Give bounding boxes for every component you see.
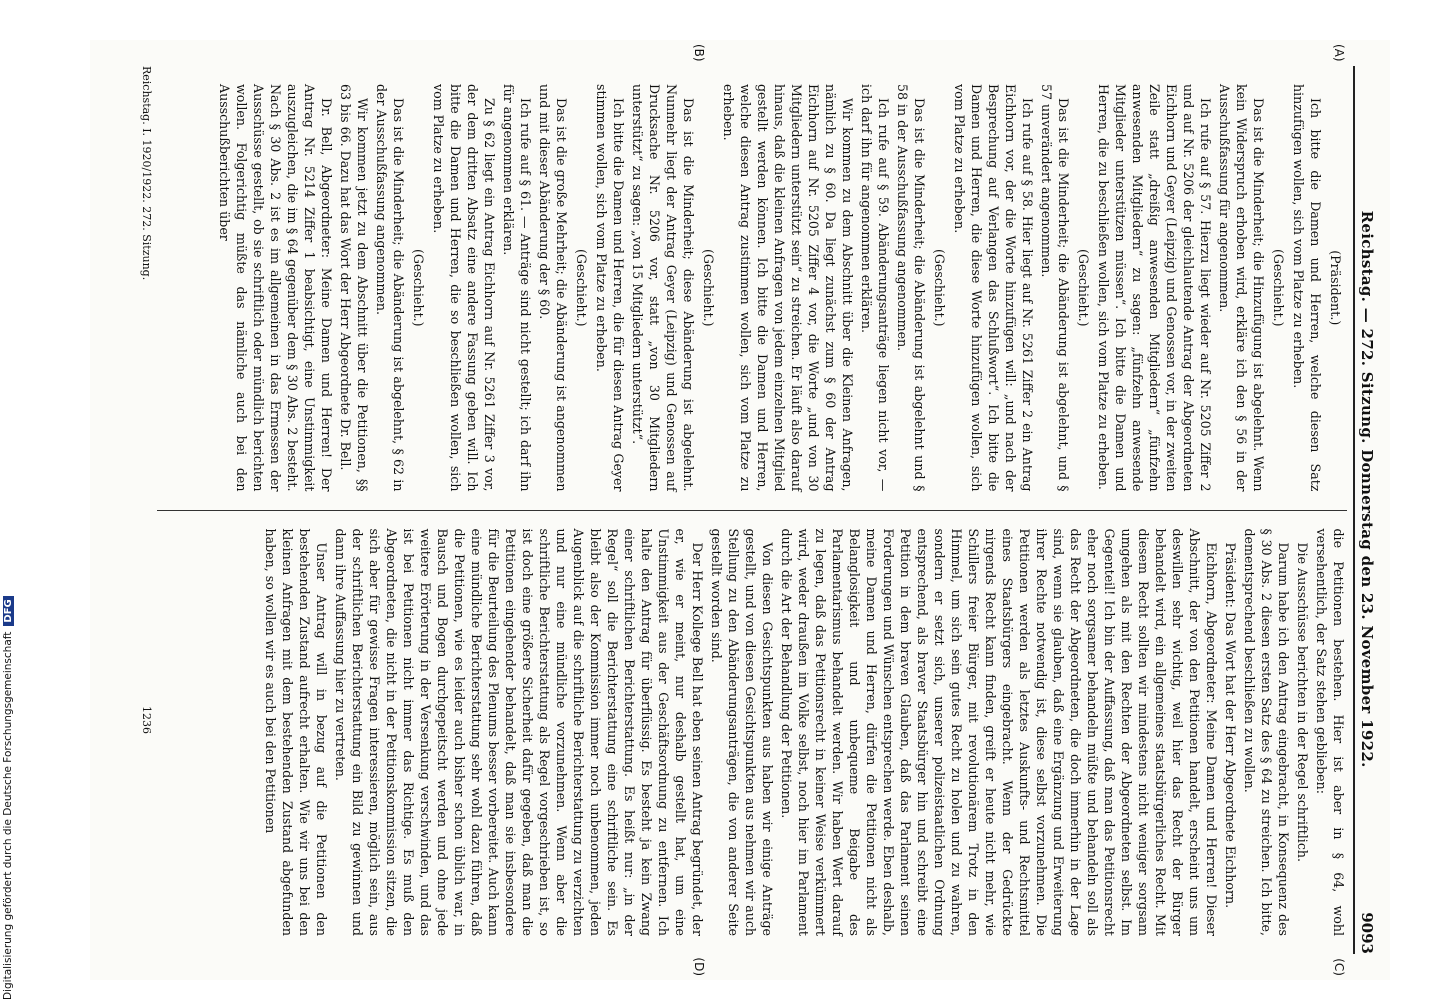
- footer-signature: Reichstag. I. 1920/1922. 272. Sitzung.: [140, 66, 153, 281]
- paragraph: Ich rufe auf § 58. Hier liegt auf Nr. 5261 Ziffer 2 ein Antrag Eichhorn vor, der die Worte hinzufügen will: „und nach der Besprechung auf Verlangen das Schlußwort“. Ich bitte die Damen und Herren, die diese Worte hinzufügen wollen, sich vom Platze zu erheben.: [952, 84, 1035, 492]
- stage-direction: (Geschieht.): [1076, 248, 1091, 327]
- stage-direction: (Geschieht.): [411, 248, 426, 327]
- paragraph: Unser Antrag will in bezug auf die Petitionen den bestehenden Zustand aufrecht erhalten. Wie wir uns bei den kleinen Anfragen mit dem bestehenden Zustand abgefunden haben, so wollen wir es auch bei den Petitionen: [263, 528, 329, 936]
- stage-direction: (Präsident.): [1328, 250, 1343, 326]
- page-number: 9093: [1358, 912, 1376, 954]
- digitization-credit: [2, 0, 14, 1000]
- page-header: [1353, 66, 1376, 954]
- right-column: [157, 510, 1347, 976]
- scanned-page: [90, 40, 1390, 980]
- paragraph: Das ist die Minderheit; die Abänderung ist abgelehnt und § 58 in der Ausschußfassung angenommen.: [895, 84, 927, 492]
- paragraph: Ich rufe auf § 59. Abänderungsanträge liegen nicht vor, — ich darf ihn für angenommen erklären.: [859, 84, 891, 492]
- paragraph: Dr. Bell, Abgeordneter: Meine Damen und Herren! Der Antrag Nr. 5214 Ziffer 1 beabsichtigt, eine Unstimmigkeit auszugleichen, die im § 64 gegenüber dem § 30 Abs. 2 besteht. Nach § 30 Abs. 2 ist es im allgemeinen in das Ermessen der Ausschüsse gestellt, ob sie schriftlich oder mündlich berichten wollen. Folgerichtig müßte das nämliche auch bei den Ausschußberichten über: [217, 84, 334, 492]
- paragraph: Darum habe ich den Antrag eingebracht, in Konsequenz des § 30 Abs. 2 diesen ersten Satz des § 64 zu streichen. Ich bitte, dementsprechend beschließen zu wollen.: [1242, 528, 1291, 936]
- paragraph: Das ist die große Mehrheit; die Abänderung ist angenommen und mit dieser Abänderung der § 60.: [537, 84, 569, 492]
- paragraph: Der Herr Kollege Bell hat eben seinen Antrag begründet, der er, wie er meint, nur deshalb gestellt hat, um eine Unstimmigkeit aus der Geschäftsordnung zu entfernen. Ich halte den Antrag für überflüssig. Es besteht ja kein Zwang einer schriftlichen Berichterstattung. Es heißt nur: „in der Regel“ soll die Berichterstattung eine schriftliche sein. Es bleibt also der Kommission immer noch unbenommen, jeden Augenblick auf die schriftliche Berichterstattung zu verzichten und nur eine mündliche vorzunehmen. Wenn aber die schriftliche Berichterstattung als Regel vorgeschrieben ist, so ist doch eine größere Sicherheit dafür gegeben, daß man die Petitionen eingehender behandelt, daß man sie insbesondere für die Beurteilung des Plenums besser vorbereitet. Auch kann eine mündliche Berichterstattung sehr wohl dazu führen, daß die Petitionen, wie es leider auch bisher schon üblich war, in Bausch und Bogen durchgepeitscht werden und ohne jede weitere Erörterung in der Versenkung verschwinden, und das ist bei Petitionen nicht immer das Richtige. Es muß den Abgeordneten, die nicht in der Petitionskommission sitzen, die sich aber für gewisse Fragen interessieren, möglich sein, aus der schriftlichen Berichterstattung ein Bild zu gewinnen und dann ihre Auffassung hier zu vertreten.: [333, 528, 705, 936]
- page-footer: [140, 66, 153, 954]
- stage-direction: (Geschieht.): [932, 248, 947, 327]
- paragraph: Von diesen Gesichtspunkten aus haben wir einige Anträge gestellt, und von diesen Gesichtspunkten aus nehmen wir auch Stellung zu den Abänderungsanträgen, die von anderer Seite gestellt worden sind.: [709, 528, 775, 936]
- paragraph: Das ist die Minderheit; die Abänderung ist abgelehnt, § 62 in der Ausschußfassung angenommen.: [374, 84, 406, 492]
- paragraph: Wir kommen zu dem Abschnitt über die Kleinen Anfragen, nämlich zu § 60. Da liegt zunächst zum § 60 der Antrag Eichhorn auf Nr. 5205 Ziffer 4 vor, die Worte „und von 30 Mitgliedern unterstützt sein“ zu streichen. Er läuft also darauf hinaus, daß die kleinen Anfragen von jedem einzelnen Mitglied gestellt werden können. Ich bitte die Damen und Herren, welche diesen Antrag zustimmen wollen, sich vom Platze zu erheben.: [721, 84, 855, 492]
- footer-page-number: 1236: [140, 706, 153, 734]
- paragraph: Das ist die Minderheit; die Hinzufügung ist abgelehnt. Wenn kein Widerspruch erhoben wird, erkläre ich den § 56 in der Ausschußfassung für angenommen.: [1217, 84, 1266, 492]
- text-columns: [157, 44, 1347, 976]
- page-title: Reichstag. — 272. Sitzung. Donnerstag den 23. November 1922.: [1358, 210, 1376, 768]
- dfg-logo: DFG: [3, 596, 14, 625]
- margin-marker-d: (D): [692, 957, 706, 976]
- paragraph: Ich bitte die Damen und Herren, welche diesen Satz hinzufügen wollen, sich vom Platze zu erheben.: [1291, 84, 1323, 492]
- paragraph: Die Ausschüsse berichten in der Regel schriftlich.: [1295, 542, 1310, 863]
- paragraph: Präsident: Das Wort hat der Herr Abgeordnete Eichhorn.: [1223, 542, 1238, 909]
- paragraph: Ich rufe auf § 61. — Anträge sind nicht gestellt; ich darf ihn für angenommen erklären.: [501, 84, 533, 492]
- margin-marker-c: (C): [1332, 958, 1346, 976]
- paragraph: Das ist die Minderheit; diese Abänderung ist abgelehnt. Nunmehr liegt der Antrag Geyer (Leipzig) und Genossen auf Drucksache Nr. 5206 vor, statt „von 30 Mitgliedern unterstützt“ zu sagen: „von 15 Mitgliedern unterstützt“.: [630, 84, 696, 492]
- stage-direction: (Geschieht.): [701, 248, 716, 327]
- stage-direction: (Geschieht.): [574, 248, 589, 327]
- margin-marker-a: (A): [1332, 44, 1346, 62]
- paragraph: Ich bitte die Damen und Herren, die für diesen Antrag Geyer stimmen wollen, sich vom Platze zu erheben.: [594, 84, 626, 492]
- paragraph: Wir kommen jetzt zu dem Abschnitt über die Petitionen, §§ 63 bis 66. Dazu hat das Wort der Herr Abgeordnete Dr. Bell.: [338, 84, 370, 492]
- paragraph: Ich rufe auf § 57. Hierzu liegt wieder auf Nr. 5205 Ziffer 2 und auf Nr. 5206 der gleichlautende Antrag der Abgeordneten Eichhorn und Geyer (Leipzig) und Genossen vor, in der zweiten Zeile statt „dreißig anwesenden Mitgliedern“ „fünfzehn anwesenden Mitgliedern“ zu sagen: „fünfzehn anwesende Mitglieder unterstützen müssen“. Ich bitte die Damen und Herren, die zu beschließen wollen, sich vom Platze zu erheben.: [1096, 84, 1213, 492]
- credit-text: Digitalisierung gefördert durch die Deutsche Forschungsgemeinschaft: [2, 631, 14, 1000]
- stage-direction: (Geschieht.): [1271, 248, 1286, 327]
- paragraph: Eichhorn, Abgeordneter: Meine Damen und Herren! Dieser Abschnitt, der von den Petitionen handelt, erscheint uns um deswillen sehr wichtig, weil hier das Recht der Bürger behandelt wird, ein allgemeines staatsbürgerliches Recht. Mit diesem Recht sollten wir mindestens nicht weniger sorgsam umgehen als mit den Rechten der Abgeordneten selbst. Im Gegenteil! Ich bin der Auffassung, daß man das Petitionsrecht eher noch sorgsamer behandeln müßte und behandeln soll als das Recht der Abgeordneten, die doch immerhin in der Lage sind, wenn sie glauben, daß eine Ergänzung und Erweiterung ihrer Rechte notwendig ist, diese selbst vorzunehmen. Die Petitionen werden als letztes Auskunfts- und Rechtsmittel eines Staatsbürgers eingebracht. Wenn der Gedrückte nirgends Recht kann finden, greift er heute nicht mehr, wie Schillers freier Bürger, mit revolutionärem Trotz in den Himmel, um sich sein gutes Recht zu holen und zu wahren, sondern er setzt sich, unserer polizeistaatlichen Ordnung entsprechend, als braver Staatsbürger hin und schreibt eine Petition in dem braven Glauben, daß das Parlament seinen Forderungen und Wünschen entsprechen werde. Eben deshalb, meine Damen und Herren, dürfen die Petitionen nicht als Belanglosigkeit und unbequeme Beigabe des Parlamentarismus behandelt werden. Wir haben Wert darauf zu legen, daß das Petitionsrecht in keiner Weise verkümmert wird, weder draußen im Volke selbst, noch hier im Parlament durch die Art der Behandlung der Petitionen.: [779, 528, 1219, 936]
- paragraph: Zu § 62 liegt ein Antrag Eichhorn auf Nr. 5261 Ziffer 3 vor, der dem dritten Absatz eine andere Fassung geben will. Ich bitte die Damen und Herren, die so beschließen wollen, sich vom Platze zu erheben.: [431, 84, 497, 492]
- margin-marker-b: (B): [692, 44, 706, 62]
- left-column: [157, 44, 1347, 510]
- paragraph: die Petitionen bestehen. Hier ist aber in § 64, wohl versehentlich, der Satz stehen geblieben:: [1314, 528, 1346, 936]
- paragraph: Das ist die Minderheit; die Abänderung ist abgelehnt, und § 57 unverändert angenommen.: [1039, 84, 1071, 492]
